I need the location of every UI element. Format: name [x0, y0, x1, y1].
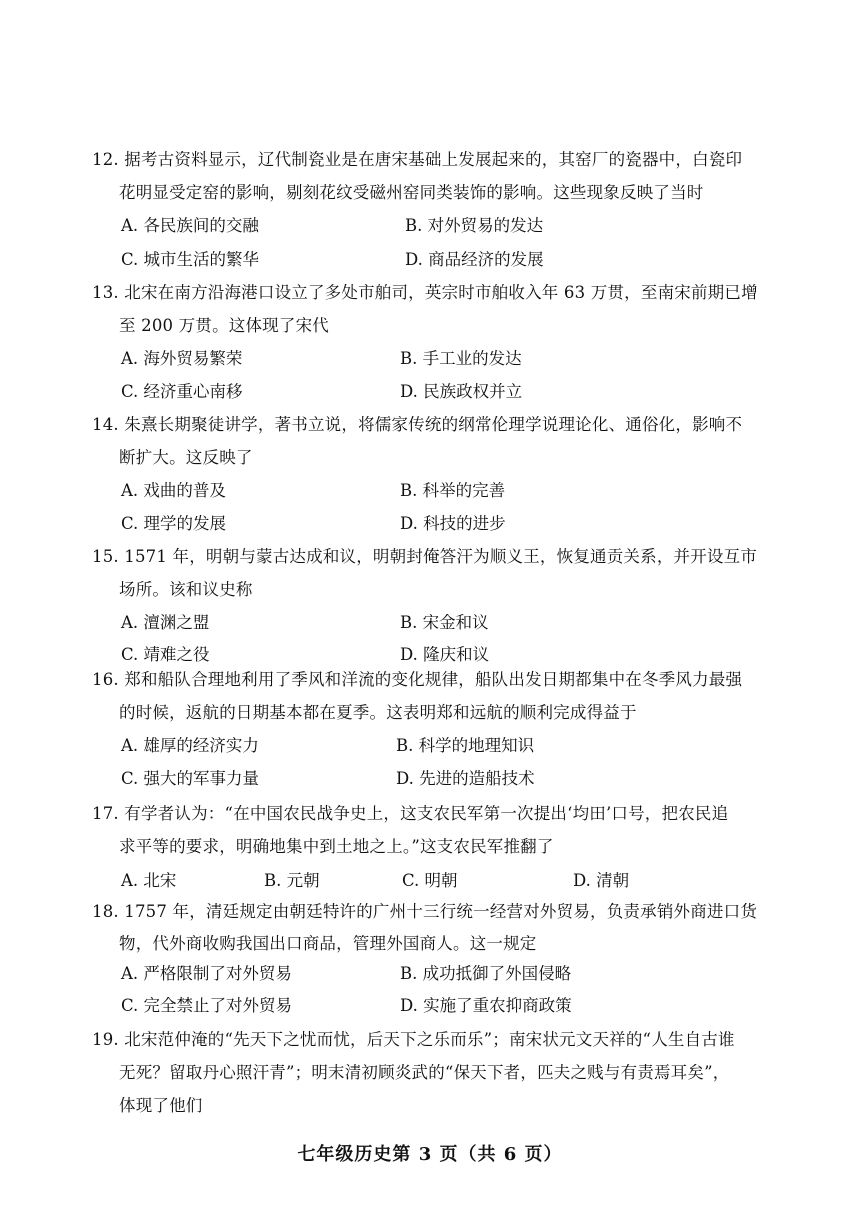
option-a: A. 严格限制了对外贸易 — [121, 964, 292, 983]
option-b: B. 科学的地理知识 — [396, 736, 535, 755]
option-a: A. 各民族间的交融 — [121, 216, 259, 235]
option-c: C. 经济重心南移 — [121, 382, 243, 401]
option-a: A. 北宋 — [121, 871, 177, 890]
question-stem-line: 场所。该和议史称 — [119, 580, 253, 599]
question-stem-line: 18. 1757 年，清廷规定由朝廷特许的广州十三行统一经营对外贸易，负责承销外商进口货 — [92, 902, 758, 921]
option-c: C. 明朝 — [402, 871, 458, 890]
option-d: D. 民族政权并立 — [400, 382, 523, 401]
option-b: B. 成功抵御了外国侵略 — [400, 964, 572, 983]
option-d: D. 隆庆和议 — [400, 645, 490, 664]
option-b: B. 元朝 — [264, 871, 320, 890]
option-b: B. 宋金和议 — [400, 613, 489, 632]
option-a: A. 雄厚的经济实力 — [121, 736, 259, 755]
option-a: A. 戏曲的普及 — [121, 481, 226, 500]
question-stem-line: 17. 有学者认为：“在中国农民战争史上，这支农民军第一次提出‘均田’口号，把农民追 — [92, 804, 729, 823]
option-d: D. 先进的造船技术 — [396, 769, 535, 788]
question-stem-line: 至 200 万贯。这体现了宋代 — [119, 316, 329, 335]
option-d: D. 商品经济的发展 — [405, 250, 544, 269]
question-stem-line: 16. 郑和船队合理地利用了季风和洋流的变化规律，船队出发日期都集中在冬季风力最强 — [92, 670, 743, 689]
page-footer: 七年级历史第 3 页（共 6 页） — [297, 1144, 563, 1165]
option-d: D. 清朝 — [573, 871, 630, 890]
question-stem-line: 14. 朱熹长期聚徒讲学，著书立说，将儒家传统的纲常伦理学说理论化、通俗化，影响不 — [92, 415, 743, 434]
option-b: B. 对外贸易的发达 — [405, 216, 544, 235]
option-a: A. 澶渊之盟 — [121, 613, 210, 632]
question-stem-line: 的时候，返航的日期基本都在夏季。这表明郑和远航的顺利完成得益于 — [119, 703, 637, 722]
question-stem-line: 体现了他们 — [119, 1096, 203, 1115]
question-stem-line: 花明显受定窑的影响，剔刻花纹受磁州窑同类装饰的影响。这些现象反映了当时 — [119, 183, 704, 202]
option-c: C. 城市生活的繁华 — [121, 250, 260, 269]
option-b: B. 科举的完善 — [400, 481, 506, 500]
question-stem-line: 断扩大。这反映了 — [119, 448, 253, 467]
question-stem-line: 15. 1571 年，明朝与蒙古达成和议，明朝封俺答汗为顺义王，恢复通贡关系，并开设互市 — [92, 547, 758, 566]
option-c: C. 理学的发展 — [121, 514, 227, 533]
question-stem-line: 19. 北宋范仲淹的“先天下之忧而忧，后天下之乐而乐”；南宋状元文天祥的“人生自古谁 — [92, 1030, 735, 1049]
option-c: C. 靖难之役 — [121, 645, 210, 664]
option-a: A. 海外贸易繁荣 — [121, 349, 243, 368]
question-stem-line: 求平等的要求，明确地集中到土地之上。”这支农民军推翻了 — [119, 837, 554, 856]
question-stem-line: 物，代外商收购我国出口商品，管理外国商人。这一规定 — [119, 934, 537, 953]
option-c: C. 强大的军事力量 — [121, 769, 260, 788]
question-stem-line: 13. 北宋在南方沿海港口设立了多处市舶司，英宗时市舶收入年 63 万贯，至南宋前期已增 — [92, 283, 758, 302]
option-d: D. 科技的进步 — [400, 514, 506, 533]
question-stem-line: 12. 据考古资料显示，辽代制瓷业是在唐宋基础上发展起来的，其窑厂的瓷器中，白瓷印 — [92, 150, 743, 169]
option-c: C. 完全禁止了对外贸易 — [121, 996, 293, 1015]
option-d: D. 实施了重农抑商政策 — [400, 996, 572, 1015]
option-b: B. 手工业的发达 — [400, 349, 522, 368]
question-stem-line: 无死？留取丹心照汗青”；明末清初顾炎武的“保天下者，匹夫之贱与有责焉耳矣”， — [119, 1063, 730, 1082]
